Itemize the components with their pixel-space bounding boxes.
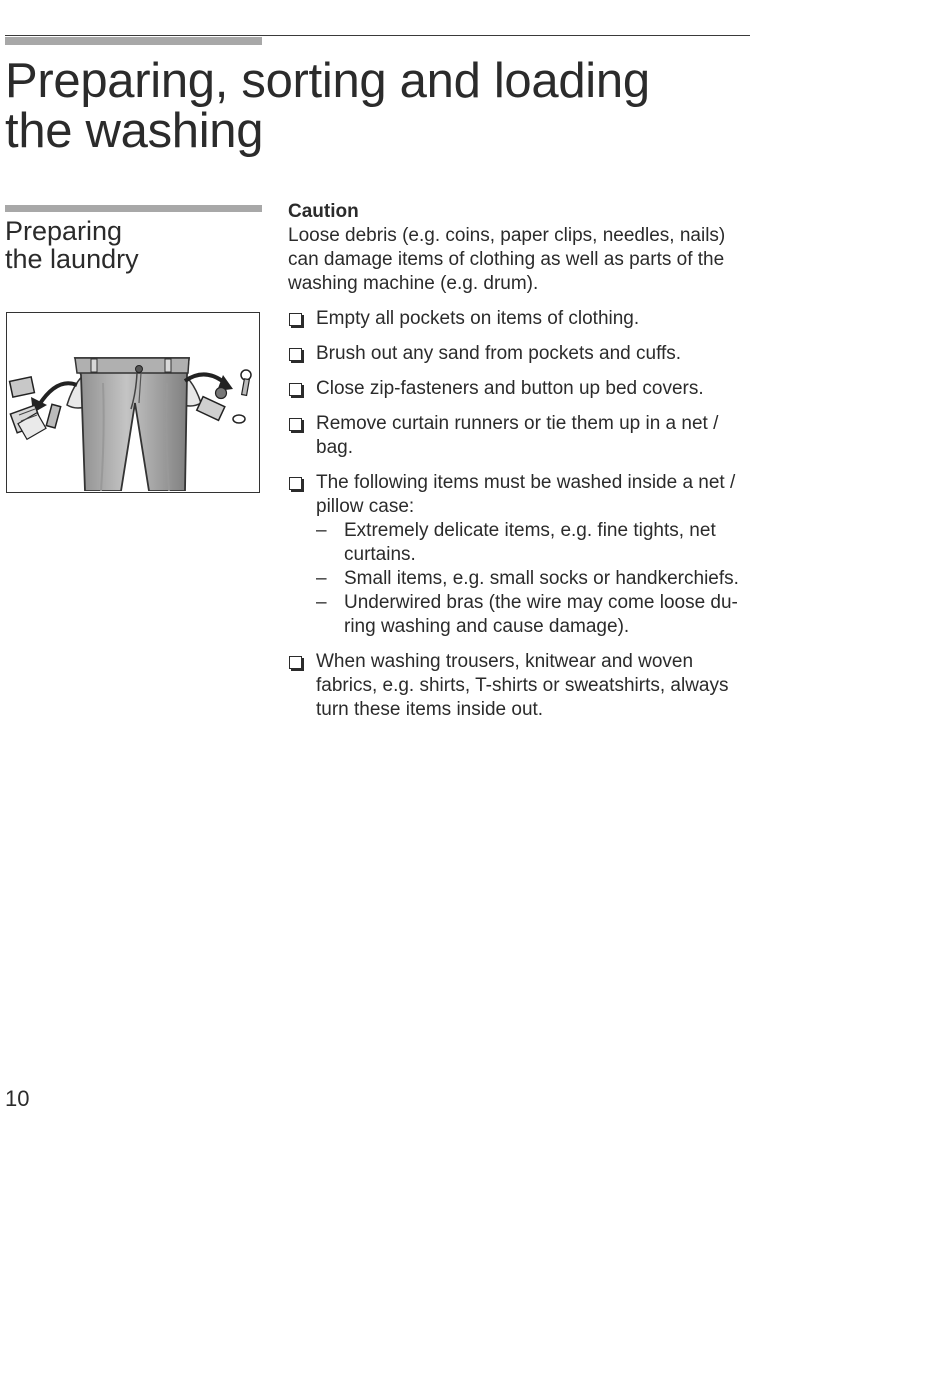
page-number: 10 bbox=[5, 1086, 30, 1111]
sub-list-item-text: ring washing and cause damage). bbox=[344, 616, 630, 637]
sub-list-item bbox=[316, 567, 758, 591]
checklist-item-text: Brush out any sand from pockets and cuffs. bbox=[316, 343, 682, 364]
checklist-item-text: turn these items inside out. bbox=[316, 699, 544, 720]
checklist-item-text: The following items must be washed inside a net / bbox=[316, 472, 736, 493]
instructions bbox=[288, 200, 758, 733]
checklist-item-text: fabrics, e.g. shirts, T-shirts or sweatshirts, always bbox=[316, 675, 729, 696]
caution-line: Loose debris (e.g. coins, paper clips, needles, nails) bbox=[288, 225, 726, 246]
trousers-pockets-illustration bbox=[6, 312, 260, 493]
caution-line: can damage items of clothing as well as parts of the bbox=[288, 249, 725, 270]
checklist-item-text: Remove curtain runners or tie them up in a net / bbox=[316, 413, 719, 434]
checklist-item-text: pillow case: bbox=[316, 496, 415, 517]
caution-text bbox=[288, 224, 758, 296]
section-title-line2: the laundry bbox=[5, 244, 139, 274]
checkbox-icon bbox=[289, 313, 302, 326]
checklist-item bbox=[288, 412, 758, 460]
caution-line: washing machine (e.g. drum). bbox=[288, 273, 539, 294]
checklist-item-text: When washing trousers, knitwear and woven bbox=[316, 651, 694, 672]
dash-marker: – bbox=[316, 592, 327, 613]
header-rule bbox=[5, 35, 750, 36]
section-accent-bar bbox=[5, 205, 262, 212]
sub-list-item-text: Small items, e.g. small socks or handkerchiefs. bbox=[344, 568, 739, 589]
dash-marker: – bbox=[316, 520, 327, 541]
checkbox-icon bbox=[289, 477, 302, 490]
checkbox-icon bbox=[289, 348, 302, 361]
sub-list-item bbox=[316, 519, 758, 567]
checklist-item bbox=[288, 471, 758, 639]
sub-list-item bbox=[316, 591, 758, 639]
caution-label: Caution bbox=[288, 201, 359, 222]
checklist-item bbox=[288, 377, 758, 401]
page-title bbox=[5, 56, 745, 156]
checklist-item-text: Close zip-fasteners and button up bed covers. bbox=[316, 378, 704, 399]
preparation-checklist bbox=[288, 307, 758, 722]
checkbox-icon bbox=[289, 418, 302, 431]
checklist-item bbox=[288, 307, 758, 331]
page-title-line1: Preparing, sorting and loading bbox=[5, 54, 650, 108]
checkbox-icon bbox=[289, 383, 302, 396]
checkbox-icon bbox=[289, 656, 302, 669]
checklist-item-text: bag. bbox=[316, 437, 353, 458]
sub-list-item-text: Extremely delicate items, e.g. fine tights, net bbox=[344, 520, 716, 541]
dash-marker: – bbox=[316, 568, 327, 589]
checklist-item bbox=[288, 650, 758, 722]
checklist-item bbox=[288, 342, 758, 366]
header-accent-bar bbox=[5, 37, 262, 45]
sub-list-item-text: curtains. bbox=[344, 544, 416, 565]
trousers-pockets-emptied-icon bbox=[7, 313, 258, 491]
checklist-item-text: Empty all pockets on items of clothing. bbox=[316, 308, 640, 329]
section-title-line1: Preparing bbox=[5, 216, 123, 246]
page-title-line2: the washing bbox=[5, 104, 264, 158]
sub-list-item-text: Underwired bras (the wire may come loose du- bbox=[344, 592, 738, 613]
section-title bbox=[5, 217, 255, 273]
net-items-list bbox=[316, 519, 758, 639]
